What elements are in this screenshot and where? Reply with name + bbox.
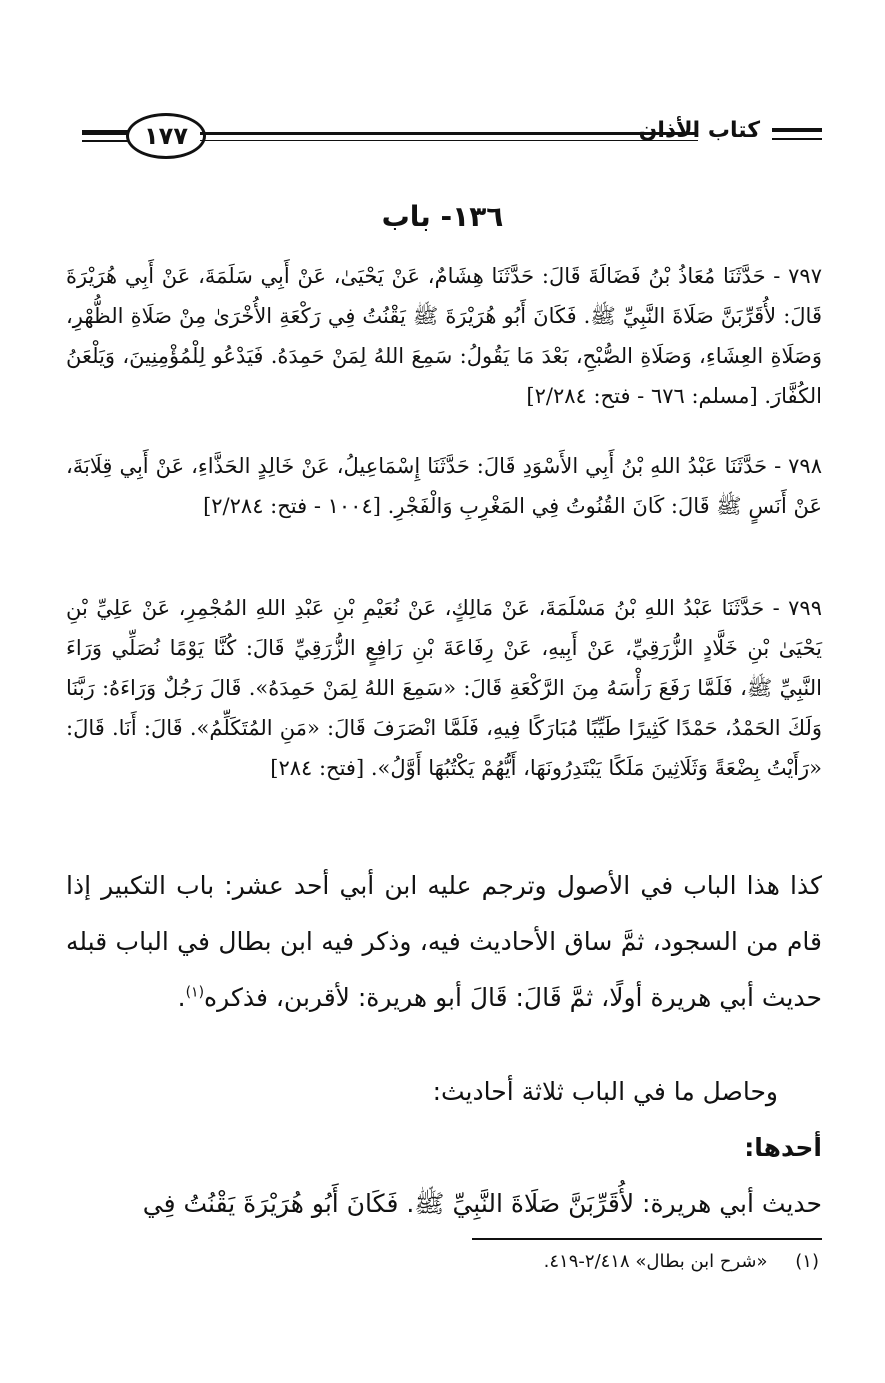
hadith-reference: [مسلم: ٦٧٦ - فتح: ٢/٢٨٤] bbox=[526, 384, 758, 408]
hadith-reference: [فتح: ٢٨٤] bbox=[270, 756, 365, 780]
commentary-text: كذا هذا الباب في الأصول وترجم عليه ابن أبي أحد عشر: باب التكبير إذا قام من السجود، ثمَّ ساق الأحاديث فيه، وذكر فيه ابن بطال في الباب قبله حديث أبي هريرة أولًا، ثمَّ قَالَ: قَالَ أبو هريرة: لأقربن، فذكره bbox=[66, 871, 822, 1012]
hadith-text: ٧٩٩ - حَدَّثَنَا عَبْدُ اللهِ بْنُ مَسْلَمَةَ، عَنْ مَالِكٍ، عَنْ نُعَيْمِ بْنِ عَبْدِ اللهِ المُجْمِرِ، عَنْ عَلِيِّ بْنِ يَحْيَىٰ بْنِ خَلَّادٍ الزُّرَقِيِّ، عَنْ أَبِيهِ، عَنْ رِفَاعَةَ بْنِ رَافِعٍ الزُّرَقِيِّ قَالَ: كُنَّا يَوْمًا نُصَلِّي وَرَاءَ النَّبِيِّ ﷺ، فَلَمَّا رَفَعَ رَأْسَهُ مِنَ الرَّكْعَةِ قَالَ: «سَمِعَ اللهُ لِمَنْ حَمِدَهُ». قَالَ رَجُلٌ وَرَاءَهُ: رَبَّنَا وَلَكَ الحَمْدُ، حَمْدًا كَثِيرًا طَيِّبًا مُبَارَكًا فِيهِ، فَلَمَّا انْصَرَفَ قَالَ: «مَنِ المُتَكَلِّمُ». قَالَ: أَنَا. قَالَ: «رَأَيْتُ بِضْعَةً وَثَلَاثِينَ مَلَكًا يَبْتَدِرُونَهَا، أَيُّهُمْ يَكْتُبُهَا أَوَّلُ». bbox=[66, 596, 822, 780]
header-rule-right bbox=[772, 128, 822, 132]
hadith-reference: [١٠٠٤ - فتح: ٢/٢٨٤] bbox=[203, 494, 381, 518]
footnote-text: «شرح ابن بطال» ٢/٤١٨-٤١٩. bbox=[543, 1251, 768, 1272]
section-heading-first: أحدها: bbox=[744, 1133, 822, 1162]
header-rule-main bbox=[200, 132, 698, 135]
hadith-798 bbox=[66, 446, 822, 526]
commentary-paragraph-1 bbox=[66, 858, 822, 1026]
header-rule-left bbox=[82, 130, 130, 135]
footnote-number: (١) bbox=[795, 1251, 819, 1272]
footnote bbox=[544, 1246, 819, 1278]
hadith-text: ٧٩٨ - حَدَّثَنَا عَبْدُ اللهِ بْنُ أَبِي الأَسْوَدِ قَالَ: حَدَّثَنَا إِسْمَاعِيلُ، عَنْ خَالِدٍ الحَذَّاءِ، عَنْ أَبِي قِلَابَةَ، عَنْ أَنَسٍ ﷺ قَالَ: كَانَ القُنُوتُ فِي المَغْرِبِ وَالْفَجْرِ. bbox=[66, 454, 822, 518]
hadith-797 bbox=[66, 256, 822, 416]
page-number: ١٧٧ bbox=[126, 113, 206, 159]
chapter-heading: ١٣٦- باب bbox=[381, 200, 504, 233]
commentary-paragraph-2: وحاصل ما في الباب ثلاثة أحاديث: bbox=[432, 1077, 778, 1106]
page-header bbox=[82, 110, 822, 172]
footnote-divider bbox=[472, 1238, 822, 1240]
commentary-end: . bbox=[177, 983, 186, 1012]
hadith-799 bbox=[66, 588, 822, 788]
footnote-ref[interactable]: (١) bbox=[185, 984, 205, 1001]
hadith-text: ٧٩٧ - حَدَّثَنَا مُعَاذُ بْنُ فَضَالَةَ قَالَ: حَدَّثَنَا هِشَامٌ، عَنْ يَحْيَىٰ، عَنْ أَبِي سَلَمَةَ، عَنْ أَبِي هُرَيْرَةَ قَالَ: لأُقَرِّبَنَّ صَلَاةَ النَّبِيِّ ﷺ. فَكَانَ أَبُو هُرَيْرَةَ ﷺ يَقْنُتُ فِي رَكْعَةِ الأُخْرَىٰ مِنْ صَلَاةِ الظُّهْرِ، وَصَلَاةِ العِشَاءِ، وَصَلَاةِ الصُّبْحِ، بَعْدَ مَا يَقُولُ: سَمِعَ اللهُ لِمَنْ حَمِدَهُ. فَيَدْعُو لِلْمُؤْمِنِينَ، وَيَلْعَنُ الكُفَّارَ. bbox=[66, 264, 822, 408]
book-title: كتاب الأذان bbox=[638, 118, 760, 143]
commentary-paragraph-3: حديث أبي هريرة: لأُقَرِّبَنَّ صَلَاةَ النَّبِيِّ ﷺ. فَكَانَ أَبُو هُرَيْرَةَ يَقْنُتُ فِي bbox=[142, 1189, 822, 1218]
